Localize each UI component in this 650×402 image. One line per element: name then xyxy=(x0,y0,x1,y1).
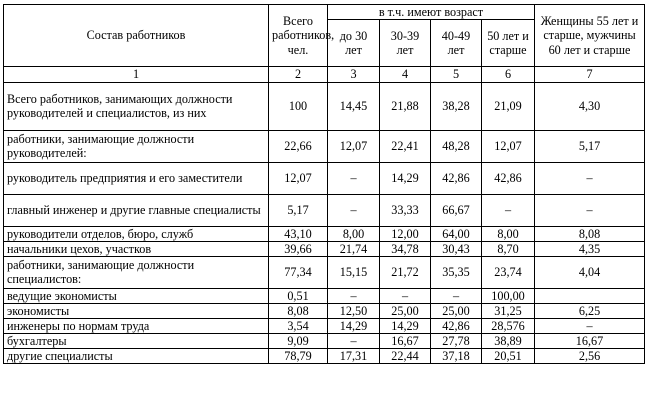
cell-women-men: 16,67 xyxy=(535,333,645,348)
cell-30-39: 34,78 xyxy=(380,241,431,256)
cell-30-39: 33,33 xyxy=(380,194,431,226)
table-row xyxy=(4,303,645,318)
cell-under-30: – xyxy=(328,333,380,348)
cell-total: 12,07 xyxy=(269,162,328,194)
cell-total: 39,66 xyxy=(269,241,328,256)
cell-under-30: 12,07 xyxy=(328,130,380,162)
table-row xyxy=(4,333,645,348)
cell-total: 100 xyxy=(269,82,328,130)
header-age-40-49: 40-49 лет xyxy=(431,20,482,67)
cell-50-plus: 12,07 xyxy=(482,130,535,162)
row-label: руководитель предприятия и его заместители xyxy=(4,162,269,194)
cell-women-men: 6,25 xyxy=(535,303,645,318)
header-composition: Состав работников xyxy=(4,5,269,67)
cell-women-men: 2,56 xyxy=(535,348,645,363)
cell-total: 3,54 xyxy=(269,318,328,333)
cell-30-39: 14,29 xyxy=(380,318,431,333)
cell-women-men: 4,04 xyxy=(535,256,645,288)
row-label: инженеры по нормам труда xyxy=(4,318,269,333)
cell-total: 78,79 xyxy=(269,348,328,363)
cell-50-plus: 23,74 xyxy=(482,256,535,288)
column-number: 3 xyxy=(328,67,380,83)
cell-50-plus: 20,51 xyxy=(482,348,535,363)
column-number: 2 xyxy=(269,67,328,83)
cell-women-men xyxy=(535,288,645,303)
cell-50-plus: 28,576 xyxy=(482,318,535,333)
cell-40-49: 42,86 xyxy=(431,162,482,194)
header-row-1 xyxy=(4,5,645,20)
row-label: главный инженер и другие главные специалисты xyxy=(4,194,269,226)
cell-under-30: – xyxy=(328,162,380,194)
cell-under-30: – xyxy=(328,194,380,226)
table-row xyxy=(4,130,645,162)
cell-50-plus: 8,00 xyxy=(482,226,535,241)
cell-under-30: 21,74 xyxy=(328,241,380,256)
cell-50-plus: 38,89 xyxy=(482,333,535,348)
cell-under-30: 15,15 xyxy=(328,256,380,288)
header-age-group: в т.ч. имеют возраст xyxy=(328,5,535,20)
cell-50-plus: 42,86 xyxy=(482,162,535,194)
cell-under-30: 17,31 xyxy=(328,348,380,363)
cell-under-30: 12,50 xyxy=(328,303,380,318)
table-row xyxy=(4,82,645,130)
row-label: другие специалисты xyxy=(4,348,269,363)
column-number: 6 xyxy=(482,67,535,83)
header-age-30-39: 30-39 лет xyxy=(380,20,431,67)
table-row xyxy=(4,162,645,194)
cell-total: 43,10 xyxy=(269,226,328,241)
header-women-men-retirement: Женщины 55 лет и старше, мужчины 60 лет и старше xyxy=(535,5,645,67)
cell-50-plus: 8,70 xyxy=(482,241,535,256)
cell-30-39: 21,72 xyxy=(380,256,431,288)
header-age-under-30: до 30 лет xyxy=(328,20,380,67)
column-number: 4 xyxy=(380,67,431,83)
cell-women-men: 5,17 xyxy=(535,130,645,162)
cell-total: 77,34 xyxy=(269,256,328,288)
row-label: Всего работников, занимающих должности руководителей и специалистов, из них xyxy=(4,82,269,130)
cell-40-49: 48,28 xyxy=(431,130,482,162)
cell-women-men: 4,30 xyxy=(535,82,645,130)
cell-50-plus: 31,25 xyxy=(482,303,535,318)
cell-30-39: 16,67 xyxy=(380,333,431,348)
cell-total: 22,66 xyxy=(269,130,328,162)
cell-40-49: 38,28 xyxy=(431,82,482,130)
workforce-age-table xyxy=(3,4,645,364)
table-row xyxy=(4,288,645,303)
column-number: 5 xyxy=(431,67,482,83)
cell-30-39: 12,00 xyxy=(380,226,431,241)
table-row xyxy=(4,256,645,288)
table-row xyxy=(4,318,645,333)
cell-women-men: 8,08 xyxy=(535,226,645,241)
table-row xyxy=(4,226,645,241)
cell-40-49: 35,35 xyxy=(431,256,482,288)
cell-under-30: 14,29 xyxy=(328,318,380,333)
cell-under-30: – xyxy=(328,288,380,303)
cell-40-49: 64,00 xyxy=(431,226,482,241)
row-label: работники, занимающие должности специалистов: xyxy=(4,256,269,288)
table-row xyxy=(4,348,645,363)
row-label: работники, занимающие должности руководителей: xyxy=(4,130,269,162)
cell-total: 8,08 xyxy=(269,303,328,318)
column-number: 7 xyxy=(535,67,645,83)
header-age-50-plus: 50 лет и старше xyxy=(482,20,535,67)
cell-women-men: – xyxy=(535,162,645,194)
cell-40-49: 37,18 xyxy=(431,348,482,363)
cell-under-30: 14,45 xyxy=(328,82,380,130)
cell-total: 5,17 xyxy=(269,194,328,226)
cell-women-men: 4,35 xyxy=(535,241,645,256)
row-label: экономисты xyxy=(4,303,269,318)
header-total: Всего работников, чел. xyxy=(269,5,328,67)
cell-women-men: – xyxy=(535,318,645,333)
cell-50-plus: 21,09 xyxy=(482,82,535,130)
cell-under-30: 8,00 xyxy=(328,226,380,241)
cell-30-39: 14,29 xyxy=(380,162,431,194)
cell-40-49: 30,43 xyxy=(431,241,482,256)
cell-total: 0,51 xyxy=(269,288,328,303)
column-number-row xyxy=(4,67,645,83)
cell-40-49: – xyxy=(431,288,482,303)
row-label: руководители отделов, бюро, служб xyxy=(4,226,269,241)
cell-50-plus: 100,00 xyxy=(482,288,535,303)
cell-40-49: 42,86 xyxy=(431,318,482,333)
row-label: начальники цехов, участков xyxy=(4,241,269,256)
cell-30-39: 21,88 xyxy=(380,82,431,130)
row-label: ведущие экономисты xyxy=(4,288,269,303)
cell-30-39: 22,41 xyxy=(380,130,431,162)
table-row xyxy=(4,194,645,226)
cell-40-49: 27,78 xyxy=(431,333,482,348)
column-number: 1 xyxy=(4,67,269,83)
cell-total: 9,09 xyxy=(269,333,328,348)
cell-40-49: 66,67 xyxy=(431,194,482,226)
table-row xyxy=(4,241,645,256)
cell-30-39: 22,44 xyxy=(380,348,431,363)
row-label: бухгалтеры xyxy=(4,333,269,348)
cell-50-plus: – xyxy=(482,194,535,226)
cell-30-39: – xyxy=(380,288,431,303)
cell-40-49: 25,00 xyxy=(431,303,482,318)
cell-women-men: – xyxy=(535,194,645,226)
cell-30-39: 25,00 xyxy=(380,303,431,318)
